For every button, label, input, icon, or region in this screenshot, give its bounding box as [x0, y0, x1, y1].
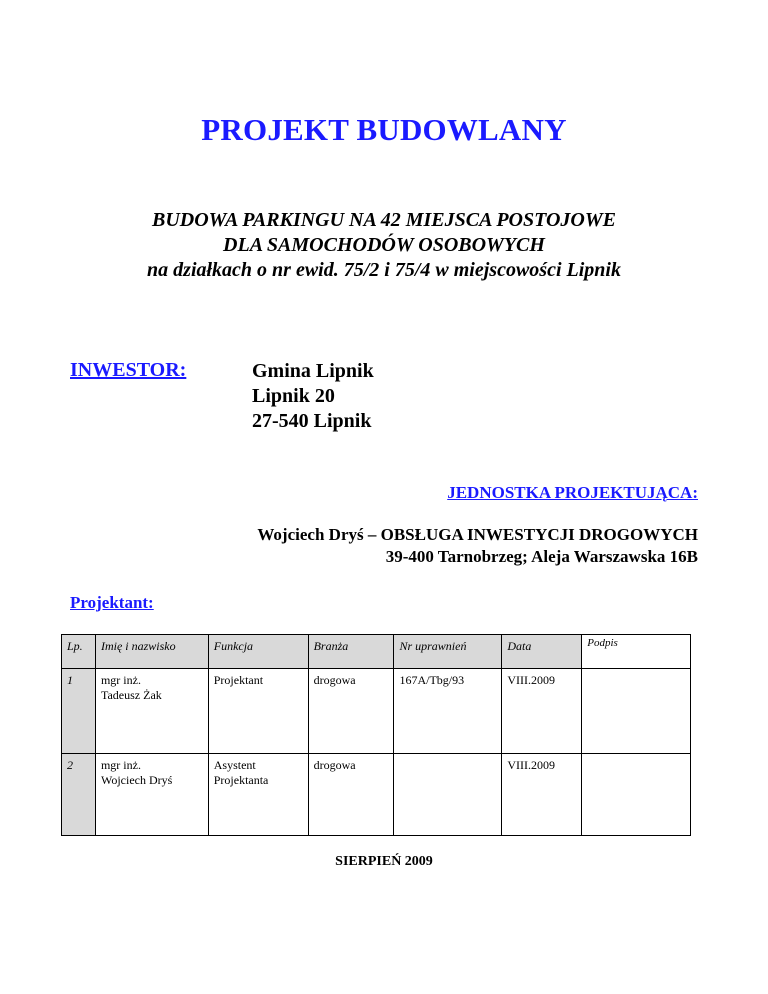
design-unit-firm: Wojciech Dryś – OBSŁUGA INWESTYCJI DROGOWYCH: [257, 525, 698, 544]
row-name: Tadeusz Żak: [100, 688, 162, 702]
row-name: Wojciech Dryś: [100, 773, 173, 787]
row-signature: [582, 669, 691, 754]
row-function-cell: [208, 669, 308, 754]
row-function: Asystent: [213, 758, 256, 772]
document-title: PROJEKT BUDOWLANY: [201, 112, 567, 147]
row-license: [394, 754, 502, 836]
row-date: VIII.2009: [502, 669, 582, 754]
header-date: Data: [502, 635, 582, 669]
row-lp: 1: [62, 669, 96, 754]
investor-street: Lipnik 20: [252, 385, 335, 407]
row-title: mgr inż.: [100, 673, 141, 687]
row-branch: drogowa: [308, 669, 394, 754]
table-header-row: [62, 635, 691, 669]
project-description: [0, 208, 768, 283]
table-row: [62, 754, 691, 836]
row-name-cell: [95, 669, 208, 754]
investor-details: [252, 359, 374, 434]
project-description-line-3: na działkach o nr ewid. 75/2 i 75/4 w miejscowości Lipnik: [147, 259, 621, 281]
design-unit-label: JEDNOSTKA PROJEKTUJĄCA:: [447, 483, 698, 502]
project-description-line-1: BUDOWA PARKINGU NA 42 MIEJSCA POSTOJOWE: [151, 209, 616, 231]
design-unit-details: [257, 524, 698, 568]
row-lp: 2: [62, 754, 96, 836]
row-signature: [582, 754, 691, 836]
designers-table: [61, 634, 691, 836]
design-unit-address: 39-400 Tarnobrzeg; Aleja Warszawska 16B: [385, 547, 698, 566]
row-license: 167A/Tbg/93: [394, 669, 502, 754]
document-date: SIERPIEŃ 2009: [335, 854, 433, 869]
row-function: Projektant: [213, 673, 264, 687]
row-function-cell: [208, 754, 308, 836]
designers-label: Projektant:: [70, 593, 154, 612]
header-lp: Lp.: [62, 635, 96, 669]
row-branch: drogowa: [308, 754, 394, 836]
row-date: VIII.2009: [502, 754, 582, 836]
investor-label: INWESTOR:: [70, 359, 187, 381]
header-function: Funkcja: [208, 635, 308, 669]
row-name-cell: [95, 754, 208, 836]
project-description-line-2: DLA SAMOCHODÓW OSOBOWYCH: [223, 234, 545, 256]
header-signature: Podpis: [582, 635, 691, 669]
table-row: [62, 669, 691, 754]
header-branch: Branża: [308, 635, 394, 669]
row-title: mgr inż.: [100, 758, 141, 772]
investor-name: Gmina Lipnik: [252, 360, 374, 382]
header-license: Nr uprawnień: [394, 635, 502, 669]
header-name: Imię i nazwisko: [95, 635, 208, 669]
investor-postal: 27-540 Lipnik: [252, 410, 372, 432]
row-function-cont: Projektanta: [213, 773, 269, 787]
